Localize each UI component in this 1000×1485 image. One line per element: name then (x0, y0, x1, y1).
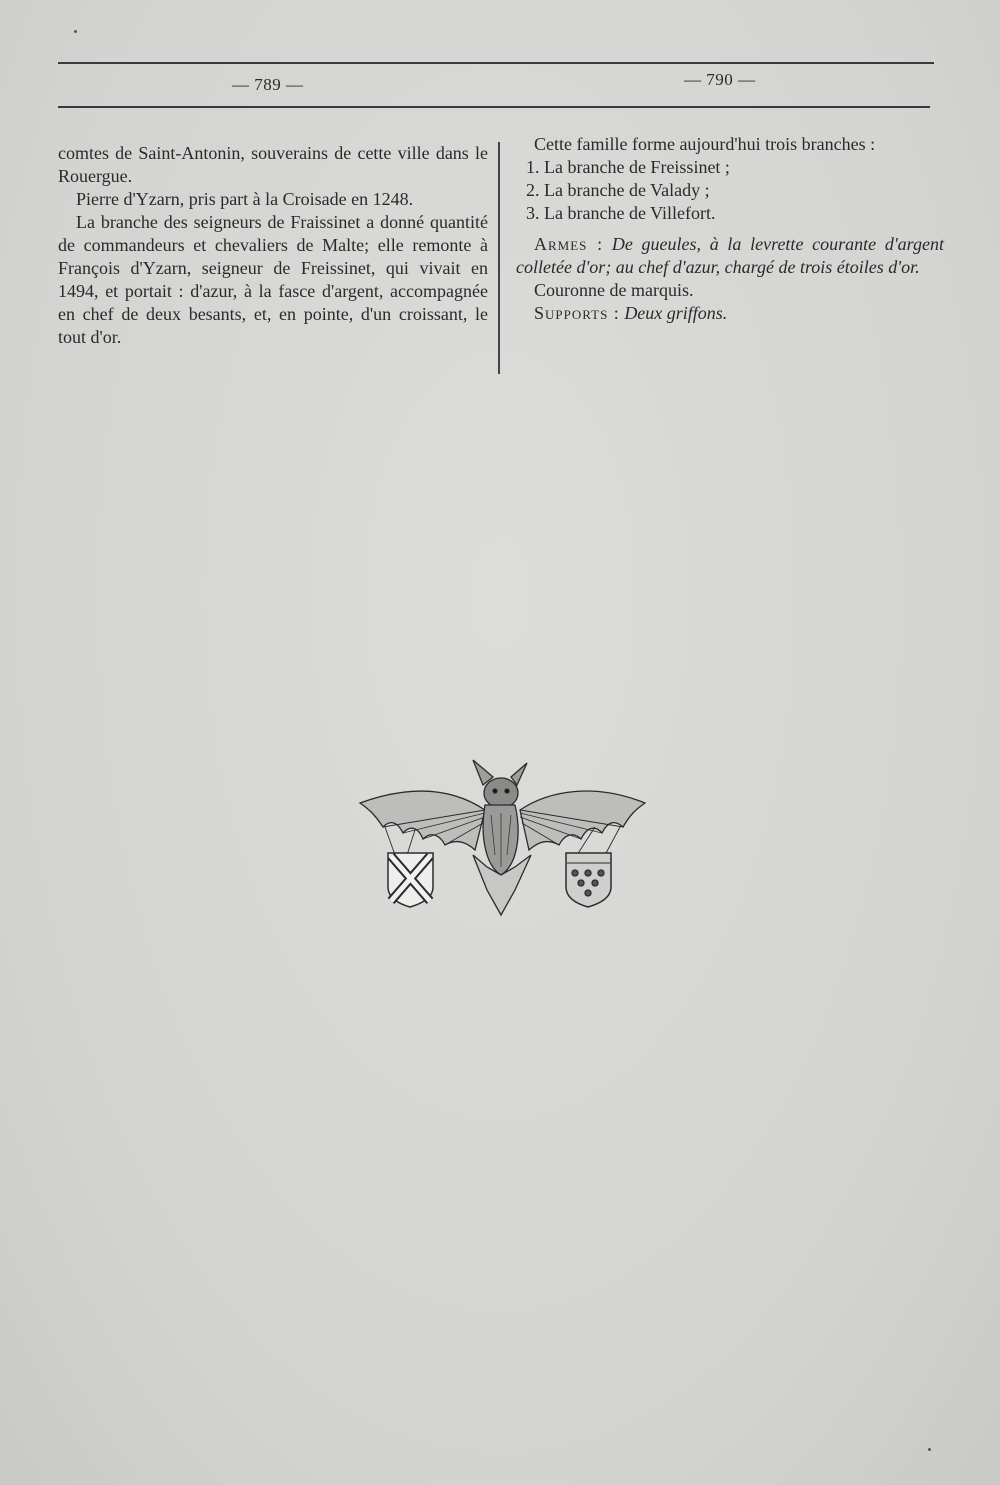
armes-label: Armes : (534, 234, 604, 254)
supports-text: Deux griffons. (624, 303, 728, 323)
scan-speck (74, 30, 77, 33)
armes-blazon: De gueules, à la levrette courante d'argent colletée d'or; au chef d'azur, chargé de trois étoiles d'or. (516, 234, 945, 277)
page-number-right: — 790 — (684, 70, 756, 89)
header-top-rule (58, 62, 934, 64)
scan-speck (928, 1448, 931, 1451)
branch-item-2: 2. La branche de Valady ; (526, 180, 710, 200)
left-paragraph-1: comtes de Saint-Antonin, souverains de cette ville dans le Rouergue. (58, 143, 488, 186)
column-divider (498, 142, 500, 374)
page-number-left: — 789 — (232, 75, 304, 94)
branch-item-1: 1. La branche de Freissinet ; (526, 157, 730, 177)
left-column (58, 142, 488, 349)
right-column (516, 133, 944, 325)
supports-label: Supports : (534, 303, 620, 323)
branches-intro: Cette famille forme aujourd'hui trois branches : (534, 134, 876, 154)
branch-item-3: 3. La branche de Villefort. (526, 203, 716, 223)
header-bottom-rule (58, 106, 930, 108)
bat-with-two-shields-icon (355, 755, 650, 925)
armes-paragraph (516, 233, 944, 279)
couronne-line: Couronne de marquis. (534, 280, 694, 300)
supports-paragraph (516, 302, 944, 325)
left-paragraph-2: Pierre d'Yzarn, pris part à la Croisade en 1248. (76, 189, 414, 209)
left-paragraph-3: La branche des seigneurs de Fraissinet a donné quantité de commandeurs et chevaliers de Malte; elle remonte à François d'Yzarn, seigneur de Freissinet, qui vivait en 1494, et portait : d'azur, à la fasce d'argent, accompagnée en chef de deux besants, et, en pointe, d'un croissant, le tout d'or. (58, 212, 488, 347)
